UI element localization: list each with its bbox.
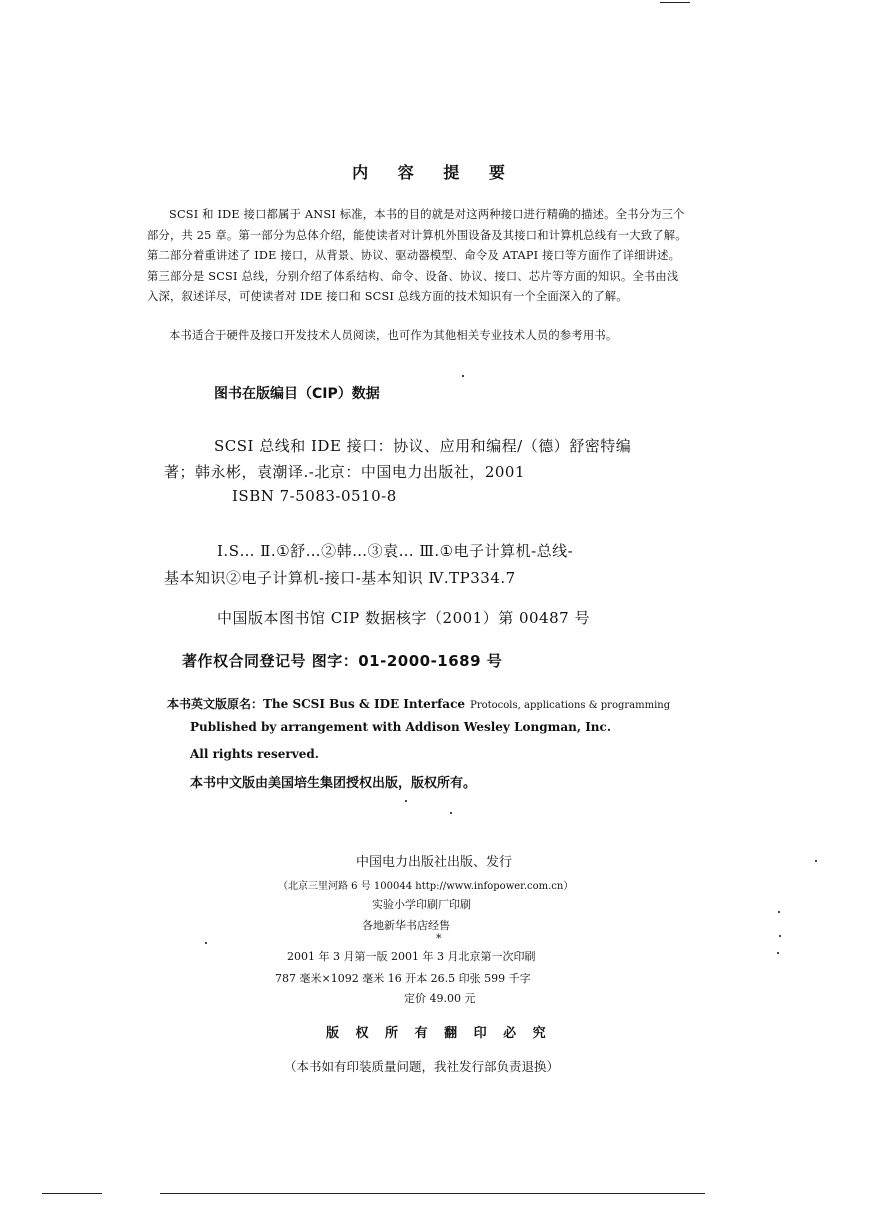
- scan-dot: [405, 800, 407, 802]
- original-title-line: [167, 693, 670, 712]
- cip-subject-line-1: Ⅰ.S… Ⅱ.①舒…②韩…③袁… Ⅲ.①电子计算机-总线-: [217, 542, 574, 560]
- scan-dot: [450, 812, 452, 814]
- scan-dot: [777, 952, 779, 954]
- scan-dot: [778, 911, 780, 913]
- all-rights-reserved: All rights reserved.: [190, 747, 319, 761]
- scan-rule-top: [660, 2, 690, 3]
- cip-heading: 图书在版编目（CIP）数据: [214, 386, 380, 402]
- distributor-line: 各地新华书店经售: [362, 919, 450, 932]
- publisher-address: （北京三里河路 6 号 100044 http://www.infopower.com.cn）: [278, 881, 574, 892]
- chinese-edition-rights: 本书中文版由美国培生集团授权出版，版权所有。: [190, 776, 477, 791]
- quality-notice: （本书如有印装质量问题，我社发行部负责退换）: [284, 1059, 560, 1074]
- scan-dot: [815, 860, 817, 862]
- rights-notice: 版 权 所 有 翻 印 必 究: [326, 1026, 552, 1041]
- printer-line: 实验小学印刷厂印刷: [372, 898, 471, 911]
- copyright-registration: 著作权合同登记号 图字：01-2000-1689 号: [182, 652, 503, 670]
- scan-dot: [779, 935, 781, 937]
- scan-rule-bottom: [160, 1193, 705, 1194]
- summary-paragraph-1: SCSI 和 IDE 接口都属于 ANSI 标准，本书的目的就是对这两种接口进行精确的描述。全书分为三个部分，共 25 章。第一部分为总体介绍，能使读者对计算机外围设备及其接口和计算机总线有一大致了解。第二部分着重讲述了 IDE 接口，从背景、协议、驱动器模型、命令及 ATAPI 接口等方面作了详细讲述。第三部分是 SCSI 总线，分别介绍了体系结构、命令、设备、协议、接口、芯片等方面的知识。全书由浅入深，叙述详尽，可使读者对 IDE 接口和 SCSI 总线方面的技术知识有一个全面深入的了解。: [147, 208, 687, 303]
- cip-subject-line-2: 基本知识②电子计算机-接口-基本知识 Ⅳ.TP334.7: [164, 569, 516, 587]
- published-by: Published by arrangement with Addison Wesley Longman, Inc.: [190, 720, 612, 734]
- original-title: 本书英文版原名：The SCSI Bus & IDE Interface: [167, 697, 466, 711]
- separator-star: *: [436, 932, 442, 945]
- publisher-line: 中国电力出版社出版、发行: [356, 855, 513, 870]
- price-line: 定价 49.00 元: [404, 992, 476, 1005]
- format-line: 787 毫米×1092 毫米 16 开本 26.5 印张 599 千字: [275, 972, 531, 985]
- scan-dot: [205, 942, 207, 944]
- summary-title: 内 容 提 要: [352, 163, 517, 182]
- cip-number: 中国版本图书馆 CIP 数据核字（2001）第 00487 号: [217, 609, 590, 627]
- original-subtitle: Protocols, applications & programming: [470, 700, 671, 711]
- cip-title-line: SCSI 总线和 IDE 接口：协议、应用和编程/（德）舒密特编: [214, 437, 632, 455]
- cip-author-line: 著；韩永彬，袁潮译.-北京：中国电力出版社，2001: [164, 463, 526, 481]
- edition-line: 2001 年 3 月第一版 2001 年 3 月北京第一次印刷: [287, 950, 536, 963]
- summary-paragraph-2: 本书适合于硬件及接口开发技术人员阅读，也可作为其他相关专业技术人员的参考用书。: [169, 329, 618, 342]
- cip-isbn: ISBN 7-5083-0510-8: [232, 487, 397, 505]
- scan-dot: [462, 375, 464, 377]
- scan-rule-left: [42, 1193, 102, 1194]
